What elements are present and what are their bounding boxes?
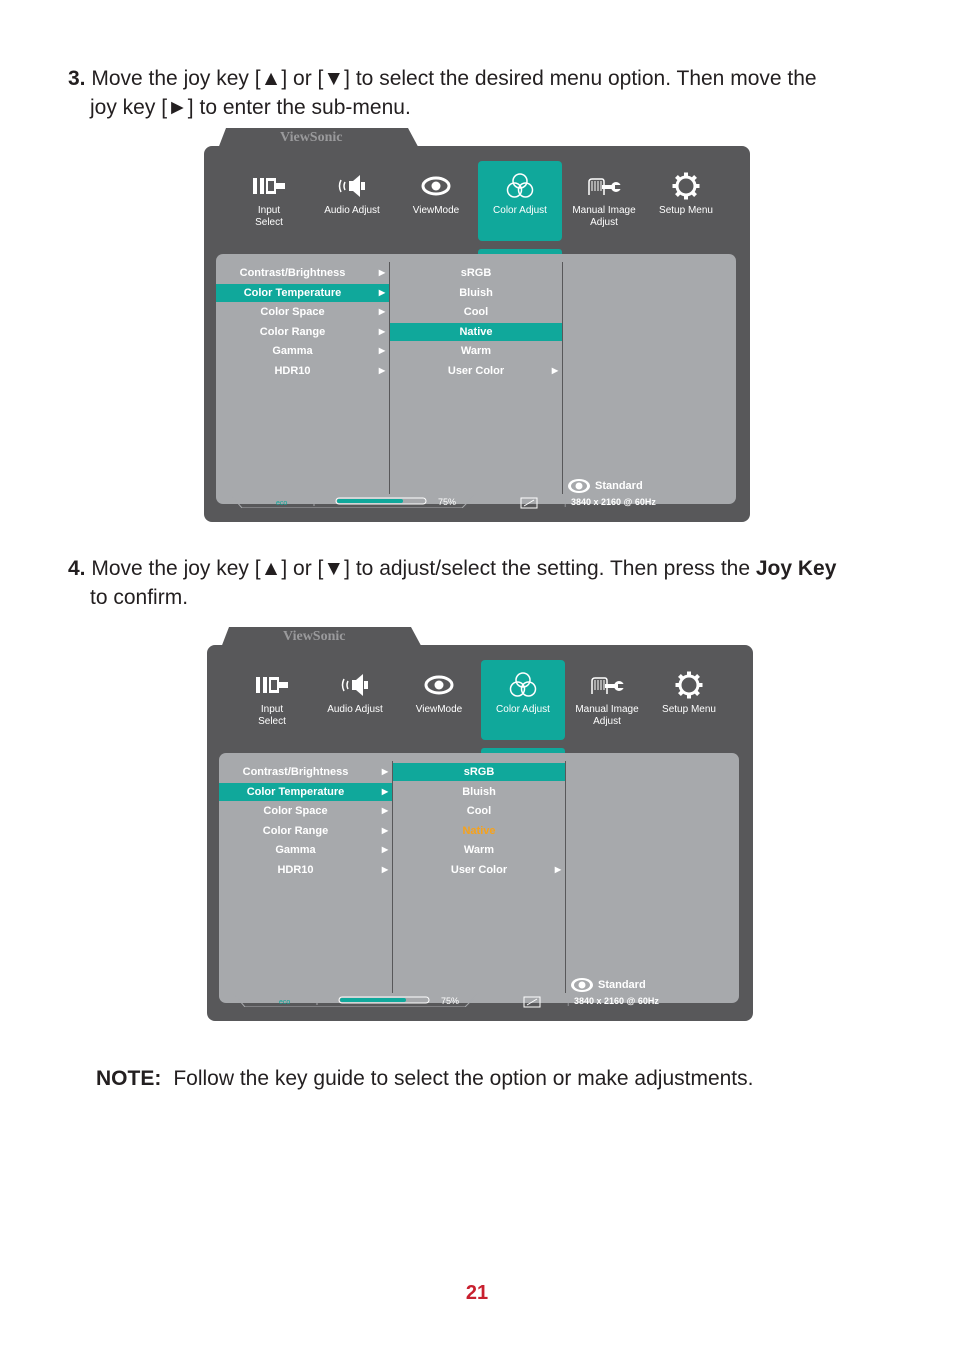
osd-left-item[interactable]	[216, 303, 389, 321]
status-separator: |	[564, 497, 567, 507]
arrow-right-icon: ▶	[378, 365, 385, 375]
arrow-right-icon: ▶	[551, 365, 558, 375]
osd-sub-item-label: Warm	[460, 345, 492, 357]
note-text: Follow the key guide to select the option or make adjustments.	[173, 1067, 754, 1090]
osd-screenshot-1	[204, 128, 750, 522]
color-circles-icon	[503, 670, 543, 700]
osd-sub-item[interactable]	[393, 841, 565, 859]
arrow-right-icon: ▶	[381, 786, 388, 796]
osd-sub-item[interactable]	[393, 802, 565, 820]
input-select-icon	[252, 670, 292, 700]
osd-menu-label: ViewMode	[415, 704, 463, 715]
osd-menu-label: ViewMode	[412, 205, 460, 216]
viewmode-label: Standard	[595, 480, 643, 492]
step-text-line1: Move the joy key [▲] or [▼] to select the desired menu option. Then move the	[91, 67, 817, 90]
step-number: 3.	[68, 67, 86, 90]
osd-sub-item[interactable]	[390, 362, 562, 380]
osd-menu-label: Audio Adjust	[327, 704, 383, 715]
speaker-icon	[332, 171, 372, 201]
arrow-right-icon: ▶	[378, 346, 385, 355]
resolution-readout: 3840 x 2160 @ 60Hz	[574, 996, 659, 1006]
step-text-line2: joy key [►] to enter the sub-menu.	[90, 96, 411, 119]
osd-menu-label: Setup Menu	[662, 704, 716, 715]
note-label: NOTE:	[96, 1067, 162, 1090]
osd-left-item-label: Color Range	[259, 325, 326, 338]
osd-left-item-label: Color Space	[260, 306, 325, 318]
osd-menu-color-adjust[interactable]	[478, 161, 562, 241]
eye-icon	[419, 670, 459, 700]
osd-menu-input-select[interactable]	[230, 660, 314, 740]
osd-sub-item-label: User Color	[447, 364, 505, 377]
osd-menu-label: Color Adjust	[493, 205, 547, 216]
joy-key-label: Joy Key	[755, 557, 837, 580]
aspect-icon	[520, 497, 538, 509]
osd-menu-label: Manual Image Adjust	[572, 205, 636, 228]
osd-panel	[219, 753, 739, 1003]
arrow-right-icon: ▶	[554, 864, 561, 874]
osd-screenshot-2	[207, 627, 753, 1021]
brightness-percent: 75%	[441, 996, 460, 1006]
osd-left-item[interactable]	[216, 284, 389, 302]
step-text-line1: Move the joy key [▲] or [▼] to adjust/select the setting. Then press the	[91, 557, 756, 580]
osd-sub-item[interactable]	[393, 861, 565, 879]
status-separator: |	[567, 996, 570, 1006]
viewsonic-logo: ViewSonic	[280, 130, 343, 145]
osd-sub-item-label: Native	[459, 325, 493, 338]
osd-menu-label: Input Select	[255, 205, 283, 228]
osd-left-item-label: Color Range	[262, 824, 329, 837]
osd-menu-label: Manual Image Adjust	[575, 704, 639, 727]
osd-left-item[interactable]	[219, 822, 392, 840]
hand-wrench-icon	[584, 171, 624, 201]
arrow-right-icon: ▶	[378, 287, 385, 297]
step-3-instruction	[68, 64, 898, 122]
osd-menu-label: Color Adjust	[496, 704, 550, 715]
osd-sub-item[interactable]	[390, 284, 562, 302]
osd-menu-label: Input Select	[258, 704, 286, 727]
osd-sub-item[interactable]	[390, 342, 562, 360]
speaker-icon	[335, 670, 375, 700]
osd-left-item[interactable]	[219, 861, 392, 879]
eye-icon	[567, 478, 591, 494]
osd-left-item-label: Contrast/Brightness	[242, 766, 349, 778]
osd-sub-item-label: Cool	[463, 306, 489, 318]
osd-left-item[interactable]	[219, 841, 392, 859]
step-4-instruction	[68, 554, 898, 612]
osd-menu-manual-image-adjust[interactable]	[562, 161, 646, 241]
osd-sub-item[interactable]	[390, 303, 562, 321]
osd-left-item[interactable]	[216, 264, 389, 282]
osd-menu-manual-image-adjust[interactable]	[565, 660, 649, 740]
svg-text:eco: eco	[279, 999, 291, 1006]
arrow-right-icon: ▶	[381, 845, 388, 854]
osd-left-item[interactable]	[216, 342, 389, 360]
osd-sub-item[interactable]	[393, 783, 565, 801]
osd-menu-viewmode[interactable]	[397, 660, 481, 740]
osd-sub-item[interactable]	[390, 323, 562, 341]
osd-sub-item[interactable]	[390, 264, 562, 282]
osd-sub-item[interactable]	[393, 822, 565, 840]
osd-menu-label: Setup Menu	[659, 205, 713, 216]
viewmode-label: Standard	[598, 979, 646, 991]
eye-icon	[416, 171, 456, 201]
osd-sub-item[interactable]	[393, 763, 565, 781]
osd-menu-viewmode[interactable]	[394, 161, 478, 241]
osd-left-item[interactable]	[216, 362, 389, 380]
osd-left-item-label: Gamma	[272, 345, 313, 357]
arrow-right-icon: ▶	[381, 864, 388, 874]
brightness-percent: 75%	[438, 497, 457, 507]
arrow-right-icon: ▶	[381, 806, 388, 815]
osd-left-item[interactable]	[219, 783, 392, 801]
osd-left-item-label: Gamma	[275, 844, 316, 856]
column-divider	[565, 761, 566, 993]
aspect-icon	[523, 996, 541, 1008]
osd-menu-color-adjust[interactable]	[481, 660, 565, 740]
osd-menu-input-select[interactable]	[227, 161, 311, 241]
osd-menu-audio-adjust[interactable]	[310, 161, 394, 241]
arrow-right-icon: ▶	[381, 767, 388, 776]
step-text-line2: to confirm.	[90, 586, 189, 609]
osd-sub-item-label: Bluish	[462, 785, 496, 798]
osd-sub-item-label: Cool	[466, 805, 492, 817]
arrow-right-icon: ▶	[378, 307, 385, 316]
gear-icon	[666, 171, 706, 201]
osd-sub-item-label: sRGB	[460, 267, 492, 279]
viewsonic-logo: ViewSonic	[283, 629, 346, 644]
color-circles-icon	[500, 171, 540, 201]
osd-menu-audio-adjust[interactable]	[313, 660, 397, 740]
osd-sub-item-label: Warm	[463, 844, 495, 856]
osd-sub-item-label: User Color	[450, 863, 508, 876]
osd-sub-item-label: Native	[462, 824, 496, 837]
arrow-right-icon: ▶	[381, 825, 388, 835]
arrow-right-icon: ▶	[378, 268, 385, 277]
osd-left-item-label: Color Temperature	[246, 785, 345, 798]
osd-sub-item-label: Bluish	[459, 286, 493, 299]
svg-text:eco: eco	[276, 500, 288, 507]
osd-menu-label: Audio Adjust	[324, 205, 380, 216]
osd-left-item-label: HDR10	[277, 863, 314, 876]
osd-left-item[interactable]	[219, 763, 392, 781]
osd-panel	[216, 254, 736, 504]
osd-left-item-label: Contrast/Brightness	[239, 267, 346, 279]
osd-left-item[interactable]	[216, 323, 389, 341]
osd-left-item[interactable]	[219, 802, 392, 820]
osd-sub-item-label: sRGB	[463, 766, 495, 778]
arrow-right-icon: ▶	[378, 326, 385, 336]
page-number: 21	[465, 1282, 489, 1304]
osd-left-item-label: Color Temperature	[243, 286, 342, 299]
osd-left-item-label: Color Space	[263, 805, 328, 817]
note	[96, 1066, 753, 1092]
column-divider	[562, 262, 563, 494]
osd-left-item-label: HDR10	[274, 364, 311, 377]
step-number: 4.	[68, 557, 86, 580]
osd-menu-setup-menu[interactable]	[647, 660, 731, 740]
resolution-readout: 3840 x 2160 @ 60Hz	[571, 497, 656, 507]
eye-icon	[570, 977, 594, 993]
gear-icon	[669, 670, 709, 700]
input-select-icon	[249, 171, 289, 201]
osd-menu-setup-menu[interactable]	[644, 161, 728, 241]
hand-wrench-icon	[587, 670, 627, 700]
